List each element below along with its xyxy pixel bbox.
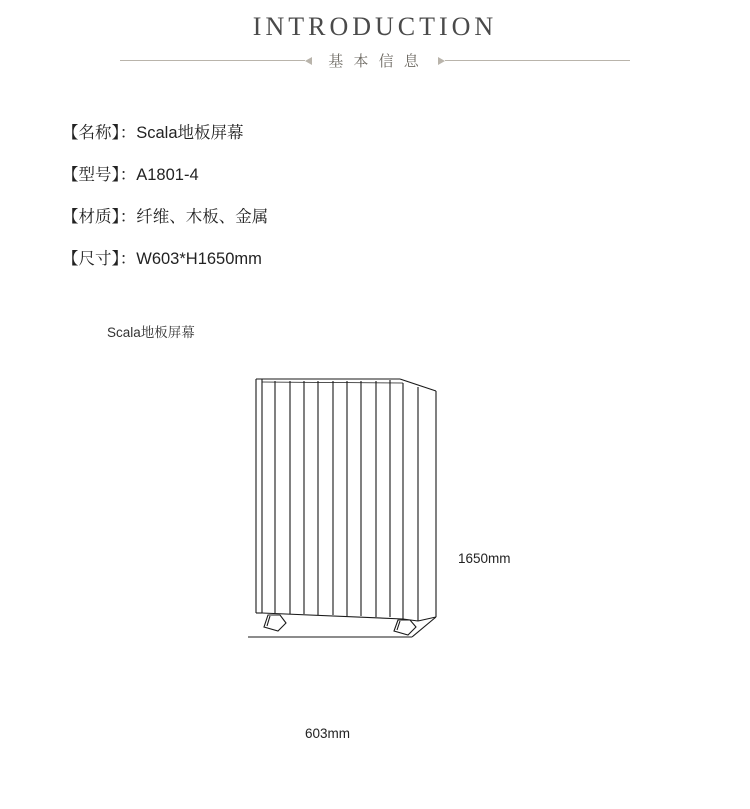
dimension-width-label: 603mm <box>305 726 351 741</box>
spec-row <box>62 207 750 227</box>
figure-drawing-area <box>0 355 750 685</box>
spec-label: 【型号】： <box>62 166 137 184</box>
page-header <box>0 0 750 71</box>
spec-row <box>62 123 750 143</box>
spec-value: 纤维、木板、金属 <box>136 208 269 226</box>
product-line-drawing <box>240 369 460 664</box>
spec-label: 【尺寸】： <box>62 250 137 268</box>
divider-right <box>445 60 630 61</box>
spec-list <box>0 123 750 269</box>
divider-left <box>120 60 305 61</box>
arrow-left-icon <box>305 57 312 65</box>
page-title: INTRODUCTION <box>252 12 498 41</box>
spec-value: A1801-4 <box>136 166 199 184</box>
page-subtitle: 基 本 信 息 <box>328 53 422 70</box>
spec-row <box>62 165 750 185</box>
spec-value: W603*H1650mm <box>136 250 262 268</box>
spec-label: 【名称】： <box>62 124 137 142</box>
spec-row <box>62 249 750 269</box>
spec-value: Scala地板屏幕 <box>136 124 244 142</box>
spec-label: 【材质】： <box>62 208 137 226</box>
figure-caption: Scala地板屏幕 <box>107 325 195 340</box>
subtitle-row <box>0 50 750 71</box>
dimension-height-label: 1650mm <box>458 551 511 566</box>
arrow-right-icon <box>438 57 445 65</box>
